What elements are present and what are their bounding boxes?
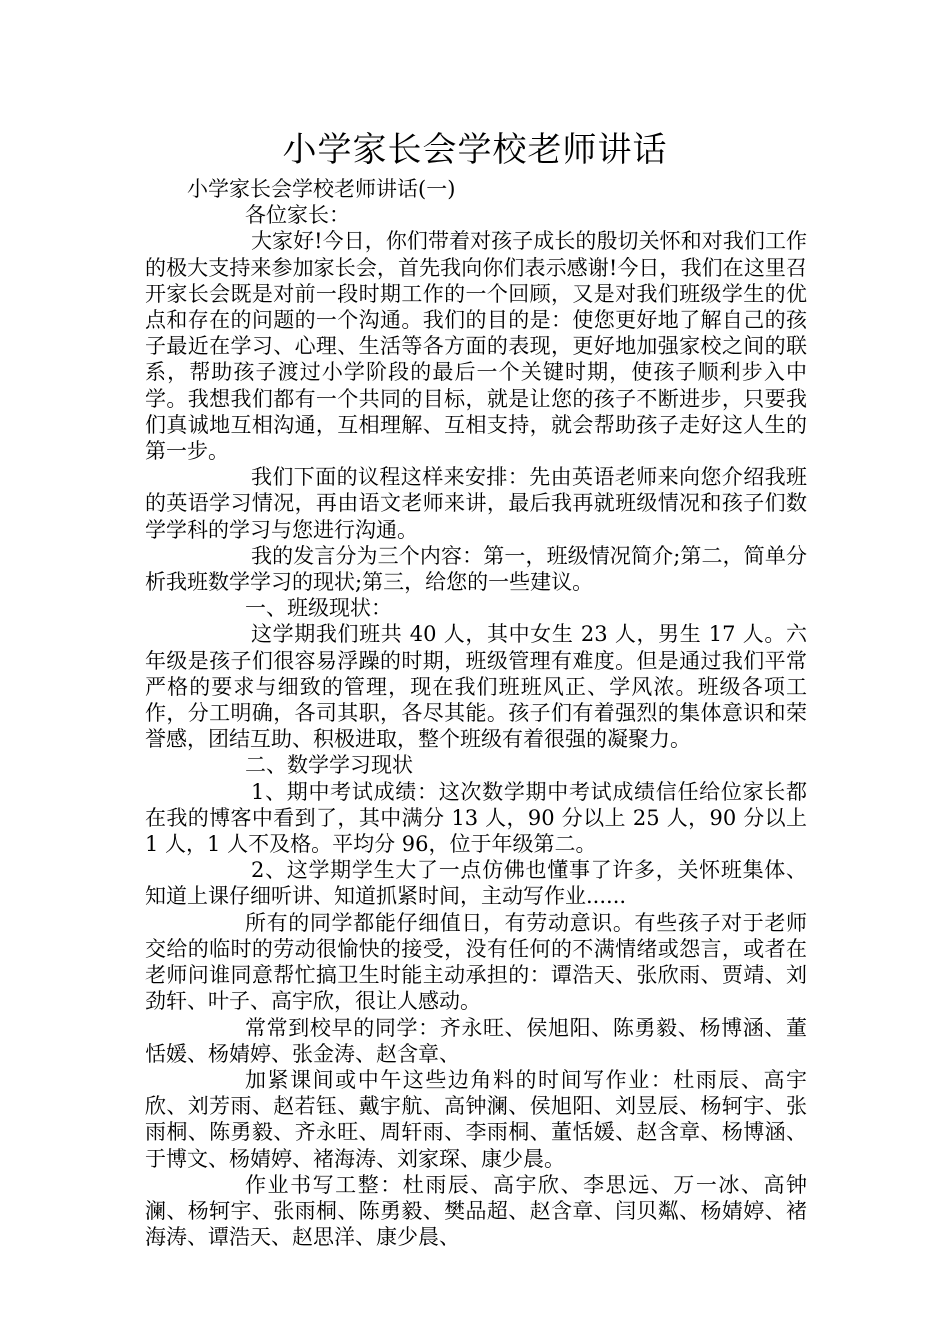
paragraph-opening: 大家好!今日，你们带着对孩子成长的殷切关怀和对我们工作的极大支持来参加家长会，首先我向你们表示感谢!今日，我们在这里召开家长会既是对前一段时期工作的一个回顾，又是对我们班级学生的优点和存在的问题的一个沟通。我们的目的是：使您更好地了解自己的孩子最近在学习、心理、生活等各方面的表现，更好地加强家校之间的联系，帮助孩子渡过小学阶段的最后一个关键时期，使孩子顺利步入中学。我想我们都有一个共同的目标，就是让您的孩子不断进步，只要我们真诚地互相沟通，互相理解、互相支持，就会帮助孩子走好这人生的第一步。 bbox=[145, 229, 807, 464]
document-subtitle: 小学家长会学校老师讲话(一) bbox=[187, 177, 456, 201]
section-heading-math-status: 二、数学学习现状 bbox=[245, 753, 413, 778]
paragraph-exam-results: 1、期中考试成绩：这次数学期中考试成绩信任给位家长都在我的博客中看到了，其中满分 13 人，90 分以上 25 人，90 分以上 1 人，1 人不及格。平均分 96，位于年级第二。 bbox=[145, 779, 807, 857]
paragraph-agenda: 我们下面的议程这样来安排：先由英语老师来向您介绍我班的英语学习情况，再由语文老师来讲，最后我再就班级情况和孩子们数学学科的学习与您进行沟通。 bbox=[145, 465, 807, 542]
section-heading-class-status: 一、班级现状： bbox=[245, 596, 392, 621]
paragraph-early-arrivals: 常常到校早的同学：齐永旺、侯旭阳、陈勇毅、杨博涵、董恬媛、杨婧婷、张金涛、赵含章、 bbox=[145, 1015, 807, 1066]
paragraph-homework-time: 加紧课间或中午这些边角料的时间写作业：杜雨辰、高宇欣、刘芳雨、赵若钰、戴宇航、高钟澜、侯旭阳、刘昱辰、杨轲宇、张雨桐、陈勇毅、齐永旺、周轩雨、李雨桐、董恬媛、赵含章、杨博涵、于博文、杨婧婷、褚海涛、刘家琛、康少晨。 bbox=[145, 1067, 807, 1171]
paragraph-cleaning-duty: 所有的同学都能仔细值日，有劳动意识。有些孩子对于老师交给的临时的劳动很愉快的接受，没有任何的不满情绪或怨言，或者在老师问谁同意帮忙搞卫生时能主动承担的：谭浩天、张欣雨、贾靖、刘劲轩、叶子、高宇欣，很让人感动。 bbox=[145, 910, 807, 1014]
document-body bbox=[145, 176, 807, 1250]
paragraph-outline: 我的发言分为三个内容：第一，班级情况简介;第二，简单分析我班数学学习的现状;第三，给您的一些建议。 bbox=[145, 543, 807, 595]
document-title: 小学家长会学校老师讲话 bbox=[282, 130, 668, 170]
greeting: 各位家长： bbox=[245, 203, 350, 228]
paragraph-student-maturity: 2、这学期学生大了一点仿佛也懂事了许多，关怀班集体、知道上课仔细听讲、知道抓紧时间，主动写作业...... bbox=[145, 858, 807, 909]
paragraph-class-status: 这学期我们班共 40 人，其中女生 23 人，男生 17 人。六年级是孩子们很容易浮躁的时期，班级管理有难度。但是通过我们平常严格的要求与细致的管理，现在我们班班风正、学风浓。班级各项工作，分工明确，各司其职，各尽其能。孩子们有着强烈的集体意识和荣誉感，团结互助、积极进取，整个班级有着很强的凝聚力。 bbox=[145, 622, 807, 752]
paragraph-neat-homework: 作业书写工整：杜雨辰、高宇欣、李思远、万一冰、高钟澜、杨轲宇、张雨桐、陈勇毅、樊品超、赵含章、闫贝粼、杨婧婷、褚海涛、谭浩天、赵思洋、康少晨、 bbox=[145, 1172, 807, 1250]
